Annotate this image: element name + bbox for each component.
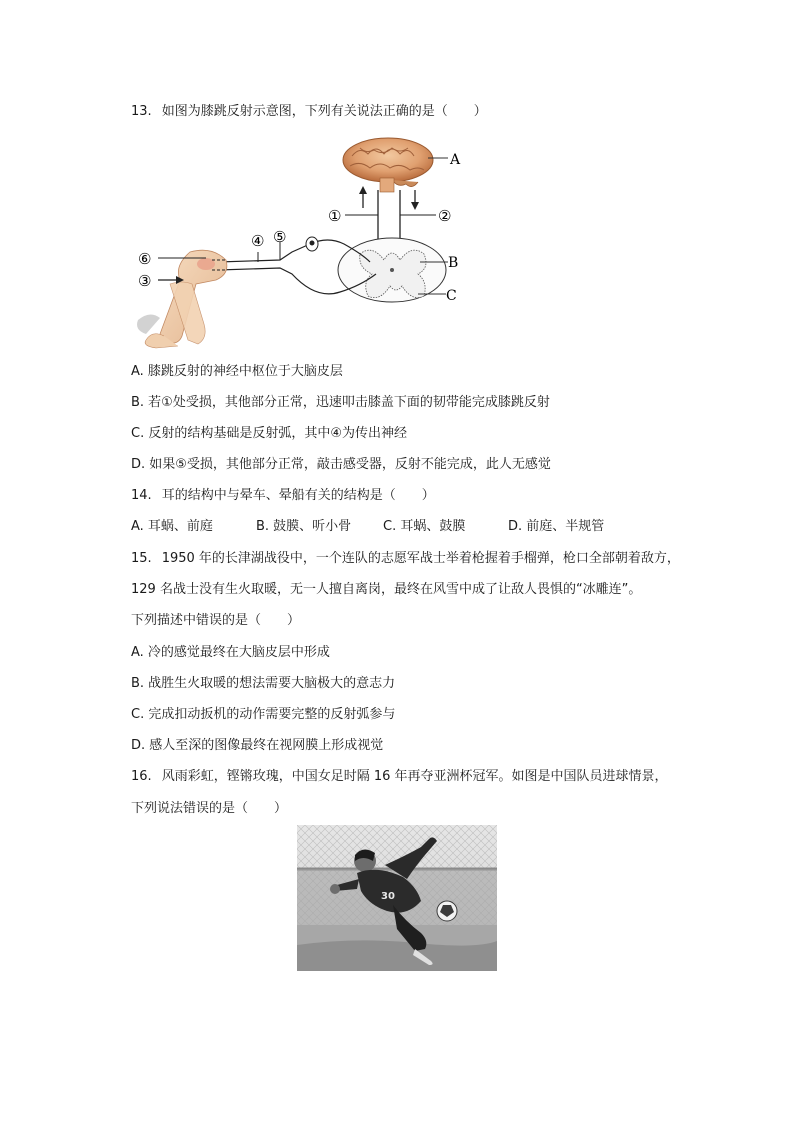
knee-jerk-reflex-diagram	[130, 134, 470, 352]
q13-option-b: B. 若①处受损，其他部分正常，迅速叩击膝盖下面的韧带能完成膝跳反射	[131, 395, 550, 410]
label-6: ⑥	[138, 250, 152, 268]
jersey-number: 30	[381, 891, 395, 902]
label-c: C	[446, 288, 457, 304]
label-1: ①	[328, 207, 342, 225]
q13-option-c: C. 反射的结构基础是反射弧，其中④为传出神经	[131, 426, 407, 441]
q15-option-c: C. 完成扣动扳机的动作需要完整的反射弧参与	[131, 707, 396, 722]
spinal-cord-section	[338, 238, 446, 302]
q15-option-d: D. 感人至深的图像最终在视网膜上形成视觉	[131, 738, 384, 753]
label-2: ②	[438, 207, 452, 225]
q14-option-c: C. 耳蜗、鼓膜	[383, 519, 466, 534]
label-a: A	[450, 152, 461, 168]
label-5: ⑤	[273, 228, 287, 246]
q13-option-d: D. 如果⑤受损，其他部分正常，敲击感受器，反射不能完成，此人无感觉	[131, 457, 551, 472]
q15-number: 15.	[131, 551, 152, 566]
goalkeeper-photo	[297, 825, 497, 971]
nerve-ganglion-icon	[306, 237, 318, 251]
q15-stem-text-1: 1950 年的长津湖战役中，一个连队的志愿军战士举着枪握着手榴弹，枪口全部朝着敌方，	[161, 551, 680, 566]
q13-number: 13.	[131, 104, 152, 119]
q14-options	[131, 518, 691, 536]
arrow-down-icon	[411, 190, 419, 210]
q14-stem-text: 耳的结构中与晕车、晕船有关的结构是（ ）	[161, 488, 435, 503]
q15-option-b: B. 战胜生火取暖的想法需要大脑极大的意志力	[131, 676, 396, 691]
label-3: ③	[138, 272, 152, 290]
q16-number: 16.	[131, 769, 152, 784]
q13-option-a: A. 膝跳反射的神经中枢位于大脑皮层	[131, 364, 343, 379]
q14-option-d: D. 前庭、半规管	[508, 519, 605, 534]
q16-stem-line1	[131, 768, 668, 786]
q14-number: 14.	[131, 488, 152, 503]
q13-stem	[131, 103, 487, 121]
q15-option-a: A. 冷的感觉最终在大脑皮层中形成	[131, 645, 330, 660]
q16-stem-line2: 下列说法错误的是（ ）	[131, 801, 288, 816]
q13-stem-text: 如图为膝跳反射示意图，下列有关说法正确的是（ ）	[161, 104, 487, 119]
q14-option-b: B. 鼓膜、听小骨	[256, 519, 352, 534]
soccer-ball-icon	[437, 901, 457, 921]
q14-option-a: A. 耳蜗、前庭	[131, 519, 213, 534]
label-4: ④	[251, 232, 265, 250]
label-b: B	[448, 255, 459, 271]
brain-illustration	[343, 138, 433, 192]
q15-stem-line2: 129 名战士没有生火取暖，无一人擅自离岗，最终在风雪中成了让敌人畏惧的“冰雕连”。	[131, 582, 642, 597]
q14-stem	[131, 487, 435, 505]
q16-stem-text-1: 风雨彩虹，铿锵玫瑰，中国女足时隔 16 年再夺亚洲杯冠军。如图是中国队员进球情景，	[161, 769, 668, 784]
arrow-up-icon	[359, 186, 367, 208]
q15-stem-line3: 下列描述中错误的是（ ）	[131, 613, 301, 628]
q15-stem-line1	[131, 550, 680, 568]
